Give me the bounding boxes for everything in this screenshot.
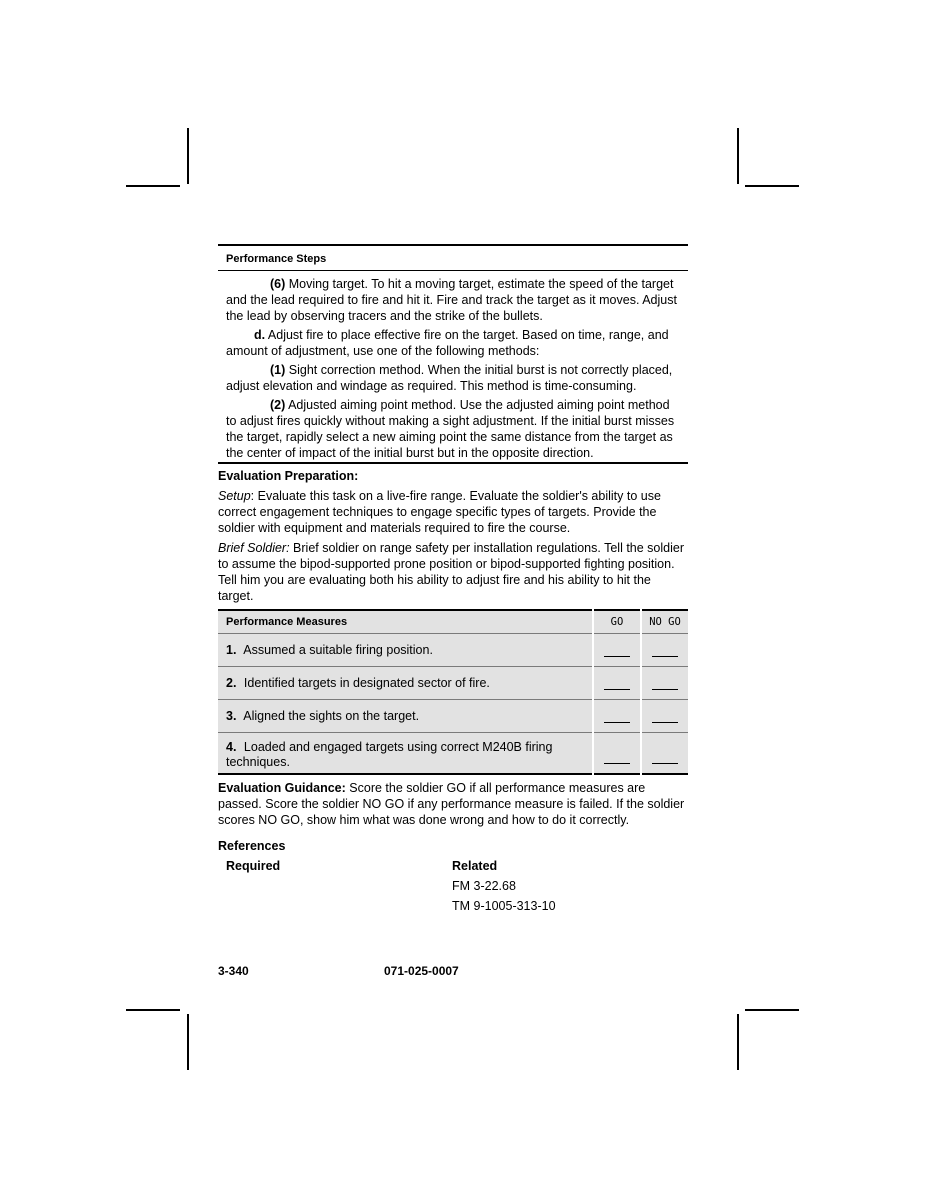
measure-cell	[218, 733, 593, 775]
step-paragraph	[226, 362, 680, 394]
crop-mark	[126, 185, 180, 187]
evaluation-guidance-label: Evaluation Guidance:	[218, 781, 346, 795]
table-row	[218, 700, 688, 733]
step-text: Sight correction method. When the initial burst is not correctly placed, adjust elevation and windage as required. This method is time-consuming.	[226, 363, 673, 393]
evaluation-preparation-section	[218, 462, 688, 604]
go-column-header: GO	[593, 610, 641, 634]
performance-steps-header: Performance Steps	[218, 246, 688, 271]
performance-steps-body	[218, 271, 688, 461]
step-text: Adjust fire to place effective fire on the target. Based on time, range, and amount of adjustment, use one of the following methods:	[226, 328, 669, 358]
crop-mark	[187, 1014, 189, 1070]
performance-measures-header: Performance Measures	[218, 610, 593, 634]
nogo-blank[interactable]	[641, 700, 688, 733]
evaluation-preparation-title: Evaluation Preparation:	[218, 469, 359, 483]
required-column	[218, 858, 452, 918]
table-row	[218, 667, 688, 700]
measure-cell	[218, 634, 593, 667]
go-blank[interactable]	[593, 700, 641, 733]
crop-mark	[737, 128, 739, 184]
measure-cell	[218, 700, 593, 733]
page-content	[218, 244, 688, 918]
page-number: 3-340	[218, 964, 249, 978]
setup-label: Setup	[218, 489, 251, 503]
nogo-blank[interactable]	[641, 634, 688, 667]
measure-text: Aligned the sights on the target.	[243, 709, 420, 723]
go-blank[interactable]	[593, 733, 641, 775]
setup-text: : Evaluate this task on a live-fire range. Evaluate the soldier's ability to use correct engagement techniques to engage specific types of targets. Provide the soldier with equipment and materials required to fire the course.	[218, 489, 661, 535]
references-title: References	[218, 839, 286, 853]
measure-cell	[218, 667, 593, 700]
table-row	[218, 634, 688, 667]
brief-soldier-paragraph	[218, 540, 688, 604]
measure-number: 1.	[226, 643, 237, 657]
measure-number: 2.	[226, 676, 237, 690]
table-row	[218, 733, 688, 775]
measure-text: Loaded and engaged targets using correct M240B firing techniques.	[226, 739, 553, 769]
performance-steps-section	[218, 244, 688, 461]
evaluation-guidance-text: Score the soldier GO if all performance measures are passed. Score the soldier NO GO if any performance measure is failed. If the soldier scores NO GO, show him what was done wrong and how to do it correctly.	[218, 781, 685, 827]
step-text: Moving target. To hit a moving target, estimate the speed of the target and the lead required to fire and hit it. Fire and track the target as it moves. Adjust the lead by observing tracers and the strike of the bullets.	[226, 277, 677, 323]
brief-soldier-label: Brief Soldier:	[218, 541, 290, 555]
crop-mark	[187, 128, 189, 184]
brief-soldier-text: Brief soldier on range safety per installation regulations. Tell the soldier to assume the bipod-supported prone position or bipod-supported fighting position. Tell him you are evaluating both his ability to adjust fire and his ability to hit the target.	[218, 541, 684, 603]
step-label: d.	[254, 328, 266, 342]
go-blank[interactable]	[593, 634, 641, 667]
step-text: Adjusted aiming point method. Use the adjusted aiming point method to adjust fires quickly without making a sight adjustment. If the initial burst misses the target, rapidly select a new aiming point the same distance from the target as the center of impact of the initial burst but in the opposite direction.	[226, 398, 675, 460]
step-paragraph	[226, 327, 680, 359]
related-reference: FM 3-22.68	[452, 879, 516, 893]
required-label: Required	[226, 859, 281, 873]
step-label: (2)	[270, 398, 286, 412]
evaluation-guidance	[218, 780, 688, 828]
references-section	[218, 838, 688, 918]
task-code: 071-025-0007	[384, 964, 459, 978]
related-column	[452, 858, 688, 918]
measure-text: Assumed a suitable firing position.	[243, 643, 433, 657]
crop-mark	[126, 1009, 180, 1011]
step-paragraph	[226, 276, 680, 324]
step-paragraph	[226, 397, 680, 461]
references-columns	[218, 858, 688, 918]
nogo-blank[interactable]	[641, 733, 688, 775]
related-label: Related	[452, 859, 498, 873]
setup-paragraph	[218, 488, 688, 536]
measure-text: Identified targets in designated sector of fire.	[243, 676, 490, 690]
step-label: (1)	[270, 363, 286, 377]
crop-mark	[745, 185, 799, 187]
measure-number: 4.	[226, 739, 237, 754]
step-label: (6)	[270, 277, 286, 291]
performance-measures-table	[218, 609, 688, 775]
crop-mark	[745, 1009, 799, 1011]
measure-number: 3.	[226, 709, 237, 723]
nogo-blank[interactable]	[641, 667, 688, 700]
go-blank[interactable]	[593, 667, 641, 700]
table-header-row	[218, 610, 688, 634]
crop-mark	[737, 1014, 739, 1070]
related-reference: TM 9-1005-313-10	[452, 899, 556, 913]
nogo-column-header: NO GO	[641, 610, 688, 634]
